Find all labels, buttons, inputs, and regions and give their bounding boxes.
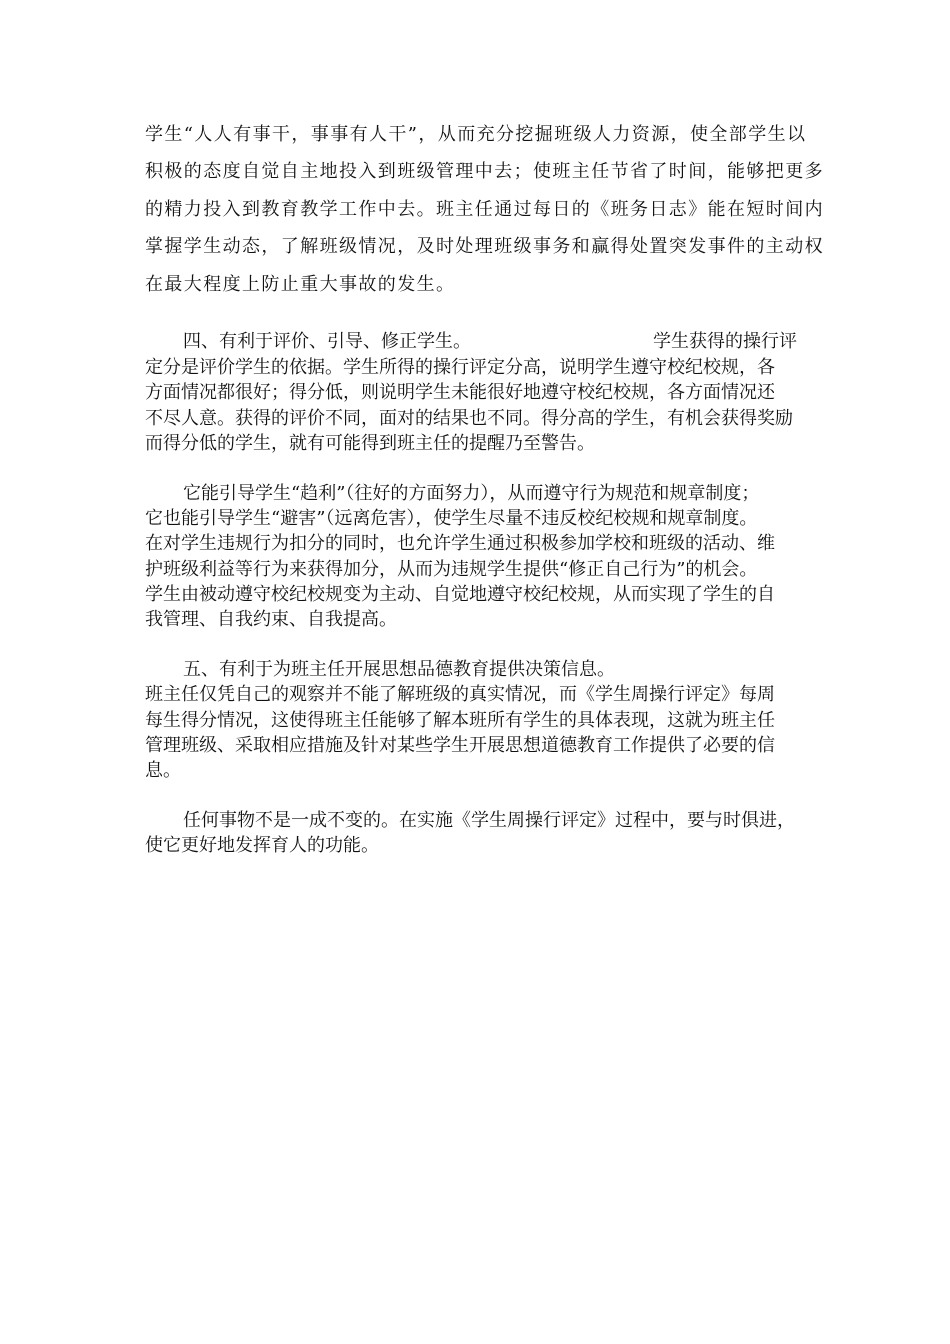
paragraph-4-line-1: 班主任仅凭自己的观察并不能了解班级的真实情况，而《学生周操行评定》每周 [145, 684, 775, 705]
paragraph-1-line-4: 掌握学生动态，了解班级情况，及时处理班级事务和赢得处置突发事件的主动权 [145, 236, 824, 257]
paragraph-2-line-3: 不尽人意。获得的评价不同，面对的结果也不同。得分高的学生，有机会获得奖励 [145, 408, 793, 429]
paragraph-1-line-1: 学生“人人有事干，事事有人干”，从而充分挖掘班级人力资源，使全部学生以 [145, 124, 807, 145]
paragraph-4-line-4: 息。 [145, 760, 181, 781]
paragraph-3-line-4: 护班级利益等行为来获得加分，从而为违规学生提供“修正自己行为”的机会。 [145, 559, 758, 580]
paragraph-3-line-5: 学生由被动遵守校纪校规变为主动、自觉地遵守校纪校规，从而实现了学生的自 [145, 584, 775, 605]
paragraph-1-line-3: 的精力投入到教育教学工作中去。班主任通过每日的《班务日志》能在短时间内 [145, 199, 824, 220]
section-4-heading-continuation: 学生获得的操行评 [653, 331, 797, 352]
paragraph-3-line-2: 它也能引导学生“避害”（远离危害），使学生尽量不违反校纪校规和规章制度。 [145, 508, 758, 529]
paragraph-1-line-2: 积极的态度自觉自主地投入到班级管理中去；使班主任节省了时间，能够把更多 [145, 161, 824, 182]
paragraph-4-line-2: 每生得分情况，这使得班主任能够了解本班所有学生的具体表现，这就为班主任 [145, 710, 775, 731]
paragraph-3-line-1: 它能引导学生“趋利”（往好的方面努力），从而遵守行为规范和规章制度； [183, 483, 760, 504]
paragraph-5-line-2: 使它更好地发挥育人的功能。 [145, 835, 379, 856]
section-5-heading: 五、有利于为班主任开展思想品德教育提供决策信息。 [183, 659, 615, 680]
paragraph-4-line-3: 管理班级、采取相应措施及针对某些学生开展思想道德教育工作提供了必要的信 [145, 735, 775, 756]
paragraph-2-line-2: 方面情况都很好；得分低，则说明学生未能很好地遵守校纪校规，各方面情况还 [145, 382, 775, 403]
paragraph-3-line-6: 我管理、自我约束、自我提高。 [145, 609, 397, 630]
paragraph-1-line-5: 在最大程度上防止重大事故的发生。 [145, 274, 456, 295]
paragraph-3-line-3: 在对学生违规行为扣分的同时，也允许学生通过积极参加学校和班级的活动、维 [145, 533, 775, 554]
section-4-heading: 四、有利于评价、引导、修正学生。 [183, 331, 471, 352]
paragraph-2-line-4: 而得分低的学生，就有可能得到班主任的提醒乃至警告。 [145, 433, 595, 454]
paragraph-5-line-1: 任何事物不是一成不变的。在实施《学生周操行评定》过程中，要与时俱进， [183, 810, 795, 831]
paragraph-2-line-1: 定分是评价学生的依据。学生所得的操行评定分高，说明学生遵守校纪校规，各 [145, 357, 775, 378]
